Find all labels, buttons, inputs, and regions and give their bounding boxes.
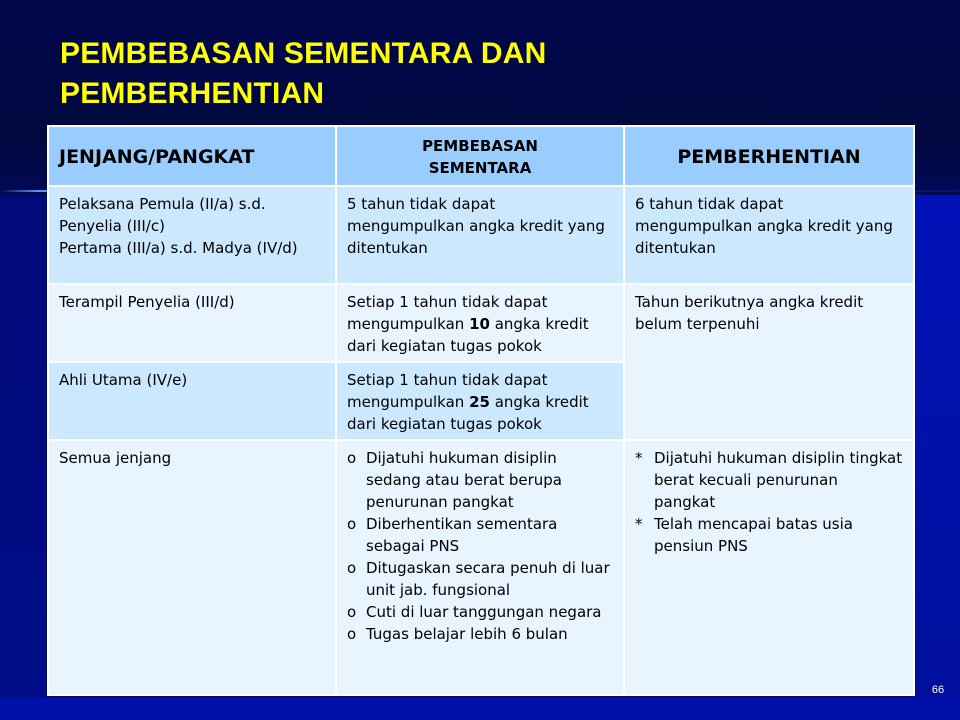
circle-bullet-icon: o	[347, 449, 357, 467]
cell-jenjang: Pelaksana Pemula (II/a) s.d. Penyelia (III/c) Pertama (III/a) s.d. Madya (IV/d)	[48, 186, 336, 284]
header-pembebasan: PEMBEBASAN SEMENTARA	[336, 126, 624, 186]
circle-bullet-icon: o	[347, 625, 357, 643]
cell-jenjang: Terampil Penyelia (III/d)	[48, 284, 336, 362]
cell-pemberhentian-merged: Tahun berikutnya angka kredit belum terpenuhi	[624, 284, 914, 440]
slide-title-line-2: PEMBERHENTIAN	[60, 77, 325, 110]
asterisk-bullet-icon: *	[635, 449, 643, 467]
cell-text: angka kredit dari kegiatan tugas pokok	[347, 393, 589, 433]
slide-title-line-1: PEMBEBASAN SEMENTARA DAN	[60, 37, 547, 70]
cell-pemberhentian	[624, 440, 914, 695]
circle-bullet-icon: o	[347, 515, 357, 533]
slide-background-bottom	[0, 697, 960, 720]
pembebasan-list	[347, 447, 613, 645]
cell-jenjang: Semua jenjang	[48, 440, 336, 695]
cell-pembebasan	[336, 440, 624, 695]
cell-jenjang: Ahli Utama (IV/e)	[48, 362, 336, 440]
list-item: o Cuti di luar tanggungan negara	[347, 603, 602, 621]
header-jenjang: JENJANG/PANGKAT	[48, 126, 336, 186]
list-item: * Dijatuhi hukuman disiplin tingkat berat kecuali penurunan pangkat	[635, 449, 903, 511]
cell-text: angka kredit dari kegiatan tugas pokok	[347, 315, 589, 355]
table-row	[48, 440, 914, 695]
circle-bullet-icon: o	[347, 559, 357, 577]
slide-background-left	[0, 195, 46, 720]
list-item: o Tugas belajar lebih 6 bulan	[347, 625, 568, 643]
cell-text: Setiap 1 tahun tidak dapat mengumpulkan	[347, 371, 548, 411]
cell-pembebasan	[336, 362, 624, 440]
cell-bold-value: 10	[469, 315, 490, 333]
cell-pembebasan: 5 tahun tidak dapat mengumpulkan angka kredit yang ditentukan	[336, 186, 624, 284]
cell-bold-value: 25	[469, 393, 490, 411]
asterisk-bullet-icon: *	[635, 515, 643, 533]
cell-pembebasan	[336, 284, 624, 362]
slide-title	[60, 34, 900, 114]
list-item: o Dijatuhi hukuman disiplin sedang atau berat berupa penurunan pangkat	[347, 449, 562, 511]
page-number: 66	[931, 684, 945, 696]
list-item: o Diberhentikan sementara sebagai PNS	[347, 515, 558, 555]
circle-bullet-icon: o	[347, 603, 357, 621]
pembebasan-table	[47, 125, 915, 696]
table-row	[48, 186, 914, 284]
list-item: * Telah mencapai batas usia pensiun PNS	[635, 515, 853, 555]
slide-background-right	[912, 195, 960, 720]
pemberhentian-list	[635, 447, 903, 557]
cell-text: Setiap 1 tahun tidak dapat mengumpulkan	[347, 293, 548, 333]
list-item: o Ditugaskan secara penuh di luar unit jab. fungsional	[347, 559, 610, 599]
table-row	[48, 284, 914, 362]
header-pemberhentian: PEMBERHENTIAN	[624, 126, 914, 186]
cell-pemberhentian: 6 tahun tidak dapat mengumpulkan angka kredit yang ditentukan	[624, 186, 914, 284]
table-header-row	[48, 126, 914, 186]
